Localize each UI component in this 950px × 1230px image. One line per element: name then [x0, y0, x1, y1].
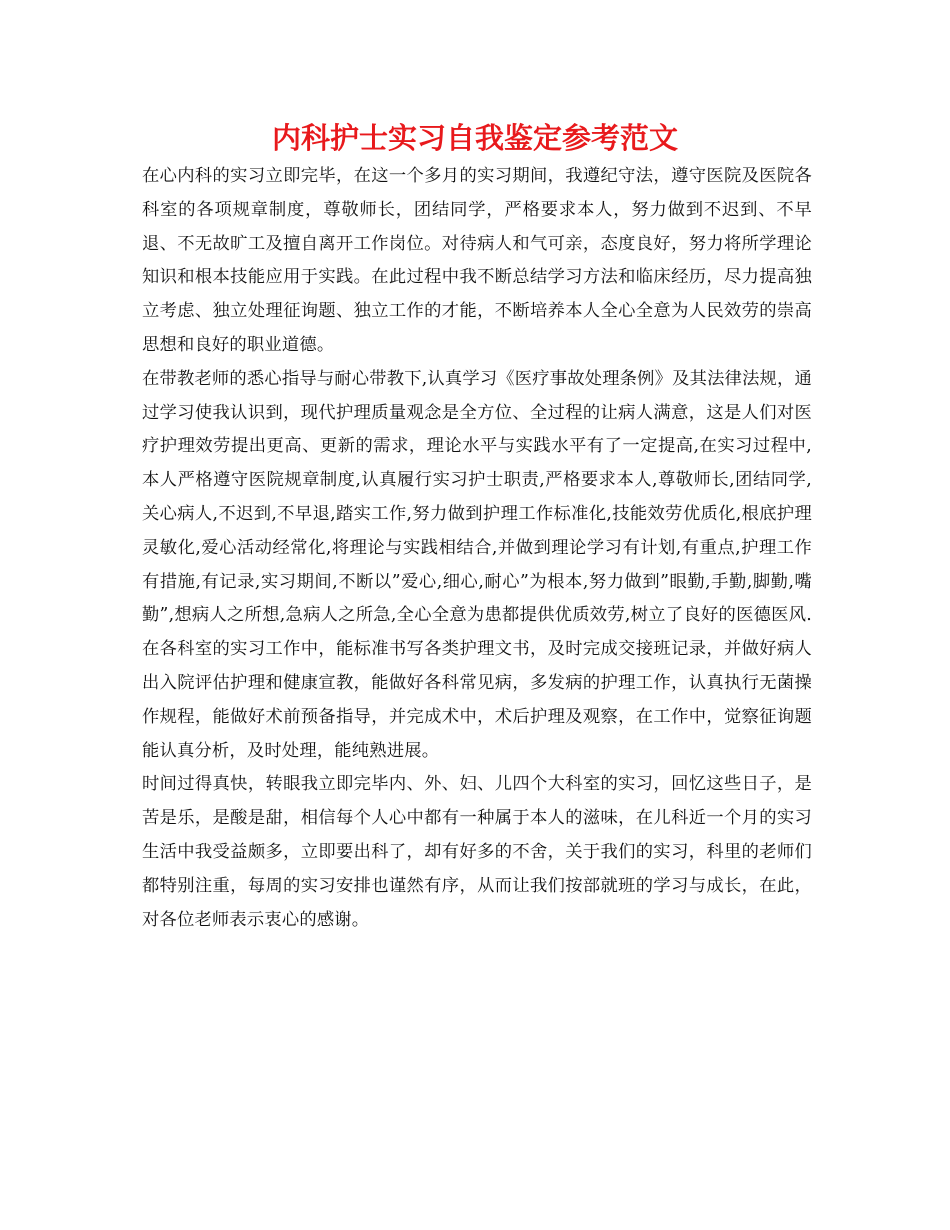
document-title: 内科护士实习自我鉴定参考范文: [271, 121, 678, 155]
paragraph-2: 在带教老师的悉心指导与耐心带教下,认真学习《医疗事故处理条例》及其法律法规，通过学习使我认识到，现代护理质量观念是全方位、全过程的让病人满意，这是人们对医疗护理效劳提出更高、更新的需求，理论水平与实践水平有了一定提高,在实习过程中,本人严格遵守医院规章制度,认真履行实习护士职责,严格要求本人,尊敬师长,团结同学,关心病人,不迟到,不早退,踏实工作,努力做到护理工作标准化,技能效劳优质化,根底护理灵敏化,爱心活动经常化,将理论与实践相结合,并做到理论学习有计划,有重点,护理工作有措施,有记录,实习期间,不断以”爱心,细心,耐心”为根本,努力做到”眼勤,手勤,脚勤,嘴勤”,想病人之所想,急病人之所急,全心全意为患都提供优质效劳,树立了良好的医德医风.在各科室的实习工作中，能标准书写各类护理文书，及时完成交接班记录，并做好病人出入院评估护理和健康宣教，能做好各科常见病，多发病的护理工作，认真执行无菌操作规程，能做好术前预备指导，并完成术中，术后护理及观察，在工作中，觉察征询题能认真分析，及时处理，能纯熟进展。: [142, 368, 812, 761]
paragraph-1: 在心内科的实习立即完毕，在这一个多月的实习期间，我遵纪守法，遵守医院及医院各科室的各项规章制度，尊敬师长，团结同学，严格要求本人，努力做到不迟到、不早退、不无故旷工及擅自离开工作岗位。对待病人和气可亲，态度良好，努力将所学理论知识和根本技能应用于实践。在此过程中我不断总结学习方法和临床经历，尽力提高独立考虑、独立处理征询题、独立工作的才能，不断培养本人全心全意为人民效劳的崇高思想和良好的职业道德。: [142, 166, 812, 355]
paragraph-3: 时间过得真快，转眼我立即完毕内、外、妇、儿四个大科室的实习，回忆这些日子，是苦是乐，是酸是甜，相信每个人心中都有一种属于本人的滋味，在儿科近一个月的实习生活中我受益颇多，立即要出科了，却有好多的不舍，关于我们的实习，科里的老师们都特别注重，每周的实习安排也谨然有序，从而让我们按部就班的学习与成长，在此，对各位老师表示衷心的感谢。: [142, 774, 812, 930]
document-body: [142, 160, 812, 937]
